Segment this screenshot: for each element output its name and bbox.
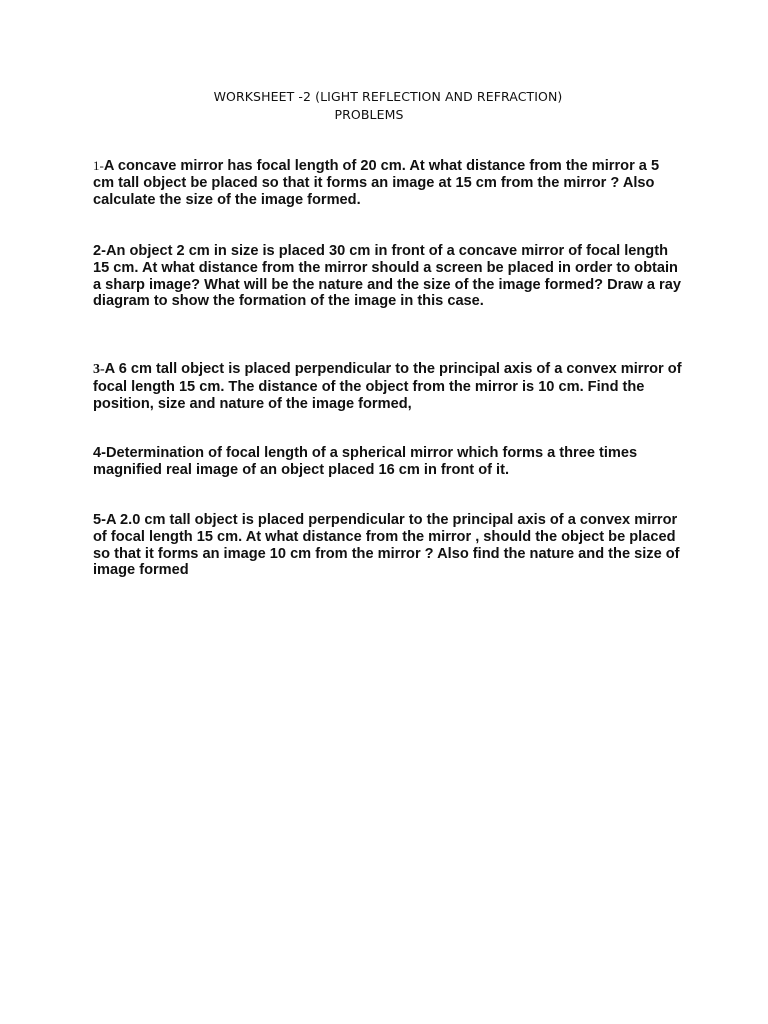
problem-text: A concave mirror has focal length of 20 cm. At what distance from the mirror a 5 cm tall object be placed so that it forms an image at 15 cm from the mirror ? Also calculate the size of the image formed. xyxy=(93,158,660,208)
problem-number: 5- xyxy=(93,512,106,528)
problem-number: 2- xyxy=(93,243,106,259)
problem-number: 3- xyxy=(93,362,105,377)
problem-number: 4- xyxy=(93,445,106,461)
problem-2 xyxy=(93,243,683,310)
problem-number: 1- xyxy=(93,158,104,173)
problem-5 xyxy=(93,512,683,579)
problem-text: An object 2 cm in size is placed 30 cm in front of a concave mirror of focal length 15 cm. At what distance from the mirror should a screen be placed in order to obtain a sharp image? What will be the nature and the size of the image formed? Draw a ray diagram to show the formation of the image in this case. xyxy=(93,243,681,310)
problem-text: A 2.0 cm tall object is placed perpendicular to the principal axis of a convex mirror of focal length 15 cm. At what distance from the mirror , should the object be placed so that it forms an image 10 cm from the mirror ? Also find the nature and the size of image formed xyxy=(93,512,680,579)
worksheet-subtitle: PROBLEMS xyxy=(334,107,404,122)
problem-text: A 6 cm tall object is placed perpendicular to the principal axis of a convex mirror of focal length 15 cm. The distance of the object from the mirror is 10 cm. Find the position, size and nature of the image formed, xyxy=(93,361,682,412)
problem-1 xyxy=(93,158,683,208)
problem-3 xyxy=(93,361,683,412)
problem-4 xyxy=(93,445,683,479)
problem-text: Determination of focal length of a spherical mirror which forms a three times magnified real image of an object placed 16 cm in front of it. xyxy=(93,445,638,478)
worksheet-title: WORKSHEET -2 (LIGHT REFLECTION AND REFRACTION) xyxy=(213,89,563,104)
